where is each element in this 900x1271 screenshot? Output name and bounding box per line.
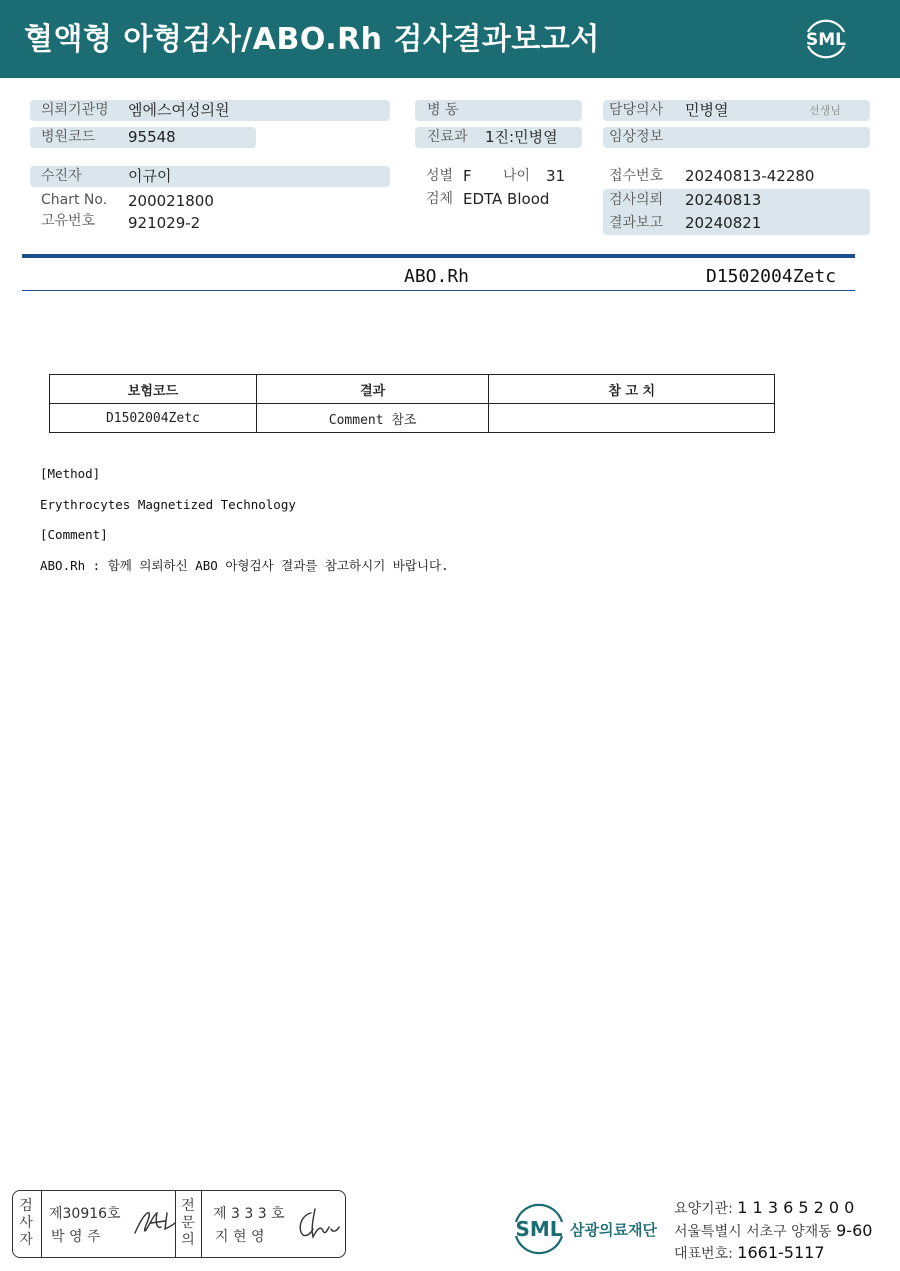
specialist-label: 전문의 <box>181 1198 195 1248</box>
specialist-license: 제 3 3 3 호 <box>213 1206 285 1222</box>
doctor-label: 담당의사 <box>609 102 664 118</box>
examiner-name: 박 영 주 <box>51 1229 101 1245</box>
section-code: D1502004Zetc <box>706 266 837 287</box>
footer-phone-value: 1661-5117 <box>737 1243 825 1262</box>
signature-box <box>12 1190 346 1258</box>
examiner-license: 제30916호 <box>49 1206 121 1222</box>
clinical-label: 임상정보 <box>609 129 664 145</box>
report-title: 혈액형 아형검사/ABO.Rh 검사결과보고서 <box>24 22 600 57</box>
header-insurance-code: 보험코드 <box>50 375 257 404</box>
hospital-code-value: 95548 <box>128 128 176 146</box>
receipt-value: 20240813-42280 <box>685 167 815 185</box>
chart-value: 200021800 <box>128 192 214 210</box>
sml-logo-icon <box>800 12 852 64</box>
doctor-suffix: 선생님 <box>809 104 841 117</box>
result-table <box>49 374 775 433</box>
section-rule-bottom <box>22 290 855 291</box>
signature-divider <box>41 1191 42 1257</box>
cell-reference <box>489 404 775 433</box>
report-label: 결과보고 <box>609 215 664 231</box>
request-label: 검사의뢰 <box>609 192 664 208</box>
footer-code-label: 요양기관: <box>674 1201 733 1217</box>
specialist-signature-icon <box>293 1203 341 1243</box>
specimen-value: EDTA Blood <box>463 190 550 208</box>
age-value: 31 <box>546 167 566 185</box>
unique-label: 고유번호 <box>41 213 96 229</box>
method-text: Erythrocytes Magnetized Technology <box>40 497 296 512</box>
signature-divider <box>201 1191 202 1257</box>
examiner-signature-icon <box>131 1205 177 1241</box>
request-value: 20240813 <box>685 191 762 209</box>
patient-label: 수진자 <box>41 168 82 184</box>
institution-label: 의뢰기관명 <box>41 102 109 118</box>
unique-value: 921029-2 <box>128 214 201 232</box>
department-label: 진료과 <box>427 129 468 145</box>
specialist-name: 지 현 영 <box>215 1229 265 1245</box>
receipt-label: 접수번호 <box>609 168 664 184</box>
comment-heading: [Comment] <box>40 527 108 542</box>
institution-value: 엠에스여성의원 <box>128 101 230 119</box>
specimen-label: 검체 <box>426 191 454 207</box>
cell-insurance-code: D1502004Zetc <box>50 404 257 433</box>
footer-phone-label: 대표번호: <box>674 1246 733 1262</box>
examiner-label: 검사자 <box>19 1198 33 1248</box>
footer-phone-line <box>674 1243 825 1263</box>
report-value: 20240821 <box>685 214 762 232</box>
footer-sml-logo-icon <box>508 1200 570 1256</box>
footer-code-value: 1 1 3 6 5 2 0 0 <box>737 1198 855 1217</box>
table-row <box>50 404 775 433</box>
section-name: ABO.Rh <box>404 266 470 287</box>
footer-logo-text: SML <box>515 1217 563 1241</box>
patient-value: 이규이 <box>128 167 172 185</box>
sex-label: 성별 <box>426 168 454 184</box>
cell-result: Comment 참조 <box>256 404 489 433</box>
footer-address-number: 9-60 <box>836 1221 873 1240</box>
header-result: 결과 <box>256 375 489 404</box>
logo-text: SML <box>806 30 846 50</box>
chart-label: Chart No. <box>41 192 108 208</box>
footer-address-line <box>674 1221 872 1241</box>
comment-text: ABO.Rh : 함께 의뢰하신 ABO 아형검사 결과를 참고하시기 바랍니다. <box>40 558 449 573</box>
header-reference: 참 고 치 <box>489 375 775 404</box>
footer-address-text: 서울특별시 서초구 양재동 <box>674 1224 832 1240</box>
ward-label: 병 동 <box>427 102 459 118</box>
age-label: 나이 <box>503 168 531 184</box>
section-rule-top <box>22 254 855 258</box>
department-value: 1진:민병열 <box>485 128 558 146</box>
doctor-value: 민병열 <box>685 101 729 119</box>
footer-org-name: 삼광의료재단 <box>570 1221 657 1239</box>
hospital-code-label: 병원코드 <box>41 129 96 145</box>
sex-value: F <box>463 167 472 185</box>
footer-code-line <box>674 1198 854 1218</box>
signature-divider <box>175 1191 176 1257</box>
method-heading: [Method] <box>40 466 101 481</box>
table-header-row <box>50 375 775 404</box>
patient-pill <box>30 166 390 187</box>
